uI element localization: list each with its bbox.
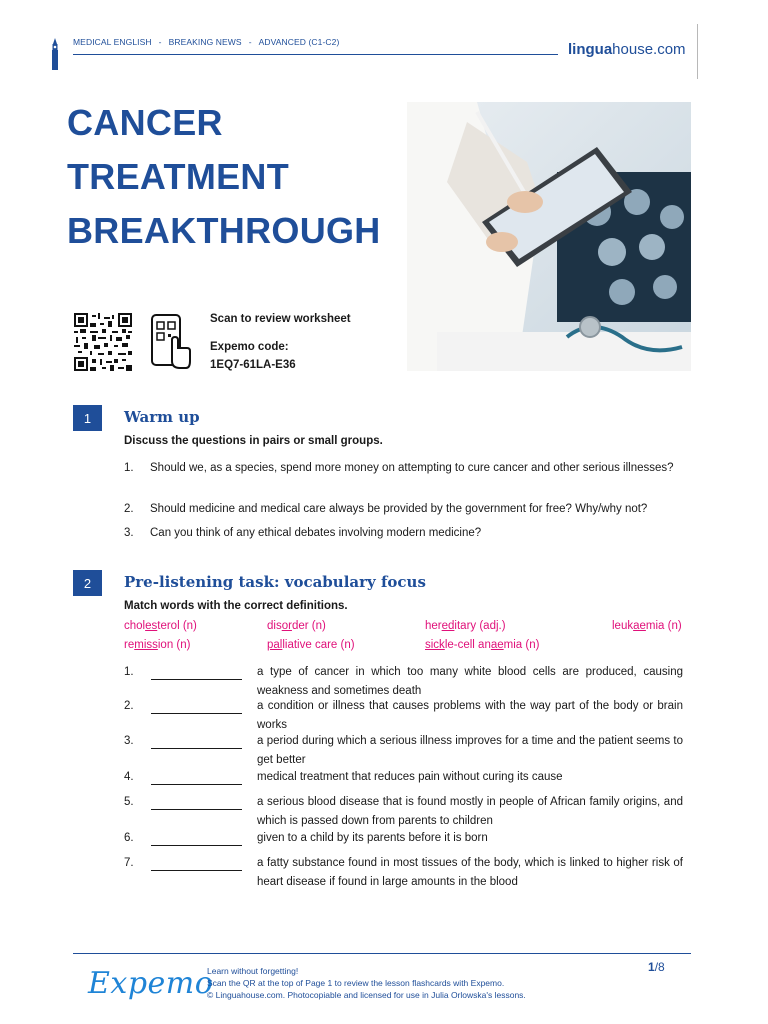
definition-text: a condition or illness that causes problems with the way part of the body or brain works xyxy=(257,700,683,731)
answer-blank[interactable] xyxy=(151,748,242,749)
answer-blank[interactable] xyxy=(151,784,242,785)
expemo-logo[interactable]: Expemo xyxy=(88,966,214,1001)
vocab-word-hereditary: hereditary (adj.) xyxy=(425,620,506,632)
title-line: BREAKTHROUGH xyxy=(67,210,381,251)
question-text: Should medicine and medical care always be provided by the government for free? Why/why not? xyxy=(150,503,648,515)
brand-logo[interactable]: linguahouse.com xyxy=(568,41,686,58)
answer-blank[interactable] xyxy=(151,679,242,680)
breadcrumb-series[interactable]: BREAKING NEWS xyxy=(168,37,242,47)
big-ben-icon xyxy=(50,38,60,70)
title-line: CANCER xyxy=(67,102,223,143)
definition-number: 5. xyxy=(124,796,134,808)
definition-number: 1. xyxy=(124,666,134,678)
page-title xyxy=(67,96,397,258)
answer-blank[interactable] xyxy=(151,870,242,871)
expemo-code-label: Expemo code: xyxy=(210,341,289,353)
breadcrumb: MEDICAL ENGLISH - BREAKING NEWS - ADVANCED (C1-C2) xyxy=(73,37,340,47)
footer-copyright: © Linguahouse.com. Photocopiable and licensed for use in Julia Orlowska's lessons. xyxy=(207,990,526,1000)
section-2-number: 2 xyxy=(73,570,102,596)
question-text: Should we, as a species, spend more money on attempting to cure cancer and other serious illnesses? xyxy=(150,462,674,474)
header-rule xyxy=(73,54,558,55)
definition-number: 4. xyxy=(124,771,134,783)
section-2-title: Pre-listening task: vocabulary focus xyxy=(124,573,426,591)
section-1-title: Warm up xyxy=(124,408,200,426)
phone-scan-icon xyxy=(150,313,192,371)
question-number: 3. xyxy=(124,527,134,539)
question-text: Can you think of any ethical debates involving modern medicine? xyxy=(150,527,482,539)
doctors-tablet-illustration xyxy=(407,102,691,371)
definition-text: a period during which a serious illness improves for a time and the patient seems to get better xyxy=(257,735,683,766)
breadcrumb-category[interactable]: MEDICAL ENGLISH xyxy=(73,37,152,47)
qr-code[interactable] xyxy=(73,313,133,371)
section-2-instruction: Match words with the correct definitions. xyxy=(124,600,348,612)
title-line: TREATMENT xyxy=(67,156,290,197)
definition-text: medical treatment that reduces pain without curing its cause xyxy=(257,771,563,783)
question-number: 2. xyxy=(124,503,134,515)
brand-divider xyxy=(697,24,698,79)
section-1-instruction: Discuss the questions in pairs or small groups. xyxy=(124,435,383,447)
vocab-word-sickle-cell-anaemia: sickle-cell anaemia (n) xyxy=(425,639,540,651)
page-number: 1/8 xyxy=(648,960,665,974)
vocab-word-palliative-care: palliative care (n) xyxy=(267,639,355,651)
footer-tagline: Learn without forgetting! xyxy=(207,966,299,976)
answer-blank[interactable] xyxy=(151,809,242,810)
definition-text: given to a child by its parents before it is born xyxy=(257,832,488,844)
definition-text: a type of cancer in which too many white blood cells are produced, causing weakness and sometimes death xyxy=(257,666,683,697)
vocab-word-disorder: disorder (n) xyxy=(267,620,326,632)
vocab-word-cholesterol: cholesterol (n) xyxy=(124,620,197,632)
footer-instruction: Scan the QR at the top of Page 1 to review the lesson flashcards with Expemo. xyxy=(207,978,505,988)
expemo-code-value: 1EQ7-61LA-E36 xyxy=(210,359,296,371)
definition-number: 6. xyxy=(124,832,134,844)
footer-rule xyxy=(73,953,691,954)
definition-number: 3. xyxy=(124,735,134,747)
question-number: 1. xyxy=(124,462,134,474)
definition-number: 7. xyxy=(124,857,134,869)
answer-blank[interactable] xyxy=(151,845,242,846)
definition-text: a serious blood disease that is found mostly in people of African family origins, and which is passed down from parents to children xyxy=(257,796,683,827)
vocab-word-leukaemia: leukaemia (n) xyxy=(612,620,682,632)
section-1-number: 1 xyxy=(73,405,102,431)
scan-label: Scan to review worksheet xyxy=(210,313,351,325)
definition-text: a fatty substance found in most tissues of the body, which is linked to higher risk of heart disease if found in large amounts in the blood xyxy=(257,857,683,888)
definition-number: 2. xyxy=(124,700,134,712)
vocab-word-remission: remission (n) xyxy=(124,639,191,651)
header-photo xyxy=(407,102,691,371)
answer-blank[interactable] xyxy=(151,713,242,714)
breadcrumb-level[interactable]: ADVANCED (C1-C2) xyxy=(258,37,340,47)
